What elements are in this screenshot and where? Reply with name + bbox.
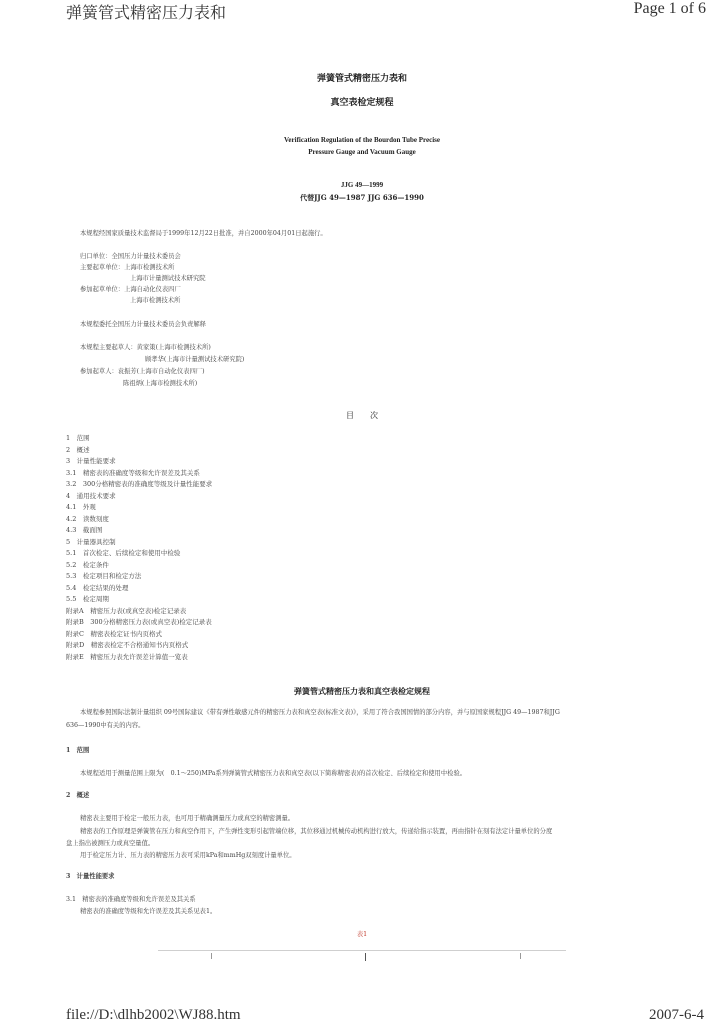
- doc-code: JJG 49—1999: [340, 181, 384, 189]
- toc-entry: 4.1 外观: [66, 503, 96, 511]
- toc-entry: 附录C 精密表检定证书内页格式: [66, 629, 162, 638]
- toc-entry: 5.4 检定结果的处理: [66, 583, 129, 592]
- toc-entry: 附录D 精密表检定不合格通知书内页格式: [66, 641, 189, 649]
- toc-entry: 5 计量器具控制: [66, 537, 116, 546]
- org-line: 上海市检测技术所: [130, 297, 181, 304]
- toc-entry: 5.1 首次检定、后续检定和使用中检验: [66, 549, 181, 557]
- section-heading: 1 范围: [66, 747, 90, 754]
- browser-print-header-title: 弹簧管式精密压力表和: [66, 3, 227, 22]
- toc-title: 目 次: [346, 411, 378, 420]
- body-title: 弹簧管式精密压力表和真空表检定规程: [294, 686, 430, 696]
- section-heading: 2 概述: [66, 792, 90, 799]
- org-line: 参加起草单位：上海自动化仪表四厂: [80, 286, 181, 293]
- section-text: 精密表的准确度等级和允许误差及其关系见表1。: [80, 908, 217, 915]
- doc-title-line1: 弹簧管式精密压力表和: [316, 74, 407, 84]
- section-text: 精密表主要用于检定一般压力表，也可用于精确测量压力或真空的精密测量。: [80, 815, 295, 822]
- intro-paragraph-line: 本规程参照国际法制计量组织 09号国际建议《带有弹性敏感元件的精密压力表和真空表(标准文表)》，采用了符合我国国情的部分内容，并与原国家规程JJG 49—1987和JJG: [80, 709, 560, 716]
- section-text: 本规程适用于测量范围上限为( 0.1～250)MPa系列弹簧管式精密压力表和真空表(以下简称精密表)的首次检定、后续检定和使用中检验。: [80, 770, 467, 777]
- section-text: 精密表的工作原理是弹簧管在压力和真空作用下，产生弹性变形引起管端位移，其位移通过机械传动机构进行放大，传递给指示装置，再由指针在刻有法定计量单位的分度: [80, 828, 553, 835]
- drafter-line: 参加起草人：袁振芳(上海市自动化仪表四厂): [80, 368, 205, 375]
- file-path: file://D:\dlhb2002\WJ88.htm: [66, 1007, 241, 1023]
- subsection-heading: 3.1 精密表的准确度等级和允许误差及其关系: [66, 896, 196, 903]
- org-line: 上海市计量测试技术研究院: [130, 275, 206, 282]
- toc-entry: 3.2 300分格精密表的准确度等级及计量性能要求: [66, 480, 213, 488]
- toc-entry: 附录B 300分格精密压力表(或真空表)检定记录表: [66, 618, 212, 626]
- org-line: 归口单位：全国压力计量技术委员会: [80, 253, 181, 260]
- drafter-line: 本规程主要起草人：黄家策(上海市检测技术所): [80, 344, 211, 351]
- intro-paragraph-line: 636—1990中有关的内容。: [66, 722, 145, 729]
- approval-statement: 本规程经国家质量技术监督局于1999年12月22日批准，并自2000年04月01日起施行。: [80, 230, 327, 237]
- print-date: 2007-6-4: [649, 1007, 704, 1023]
- toc-entry: 3.1 精密表的准确度等级和允许误差及其关系: [66, 468, 200, 477]
- table-top-rule: [158, 950, 566, 951]
- toc-entry: 附录E 精密压力表允许误差计算值一览表: [66, 652, 188, 661]
- doc-replaces: 代替JJG 49—1987 JJG 636—1990: [300, 193, 424, 202]
- org-line: 主要起草单位：上海市检测技术所: [80, 264, 175, 271]
- toc-entry: 5.3 检定项目和检定方法: [66, 572, 142, 580]
- toc-entry: 3 计量性能要求: [66, 457, 116, 465]
- toc-entry: 5.5 检定周期: [66, 595, 109, 603]
- table-column-divider: [520, 953, 521, 959]
- section-text: 盘上指出被测压力或真空量值。: [66, 840, 155, 847]
- drafter-line: 顾孝华(上海市计量测试技术研究院): [145, 356, 245, 363]
- doc-title-line2: 真空表检定规程: [330, 98, 394, 108]
- table-label: 表1: [356, 931, 368, 938]
- toc-entry: 附录A 精密压力表(或真空表)检定记录表: [66, 606, 187, 615]
- page-number: Page 1 of 6: [633, 0, 706, 17]
- toc-entry: 5.2 检定条件: [66, 560, 109, 569]
- section-text: 用于检定压力计、压力表的精密压力表可采用kPa和mmHg双刻度计量单位。: [80, 852, 296, 859]
- table-column-divider: [211, 953, 212, 959]
- toc-entry: 1 范围: [66, 434, 90, 442]
- interpretation-note: 本规程委托全国压力计量技术委员会负责解释: [80, 321, 206, 328]
- drafter-line: 陈祖炳(上海市检测技术所): [123, 380, 198, 387]
- toc-entry: 4.3 截面图: [66, 526, 103, 534]
- section-heading: 3 计量性能要求: [66, 873, 115, 880]
- toc-entry: 4.2 读数刻度: [66, 514, 109, 523]
- toc-entry: 2 概述: [66, 445, 90, 454]
- english-title-line1: Verification Regulation of the Bourdon Tube Precise: [284, 136, 440, 144]
- english-title-line2: Pressure Gauge and Vacuum Gauge: [308, 148, 416, 156]
- table-column-divider: [365, 953, 366, 961]
- toc-entry: 4 通用技术要求: [66, 491, 116, 500]
